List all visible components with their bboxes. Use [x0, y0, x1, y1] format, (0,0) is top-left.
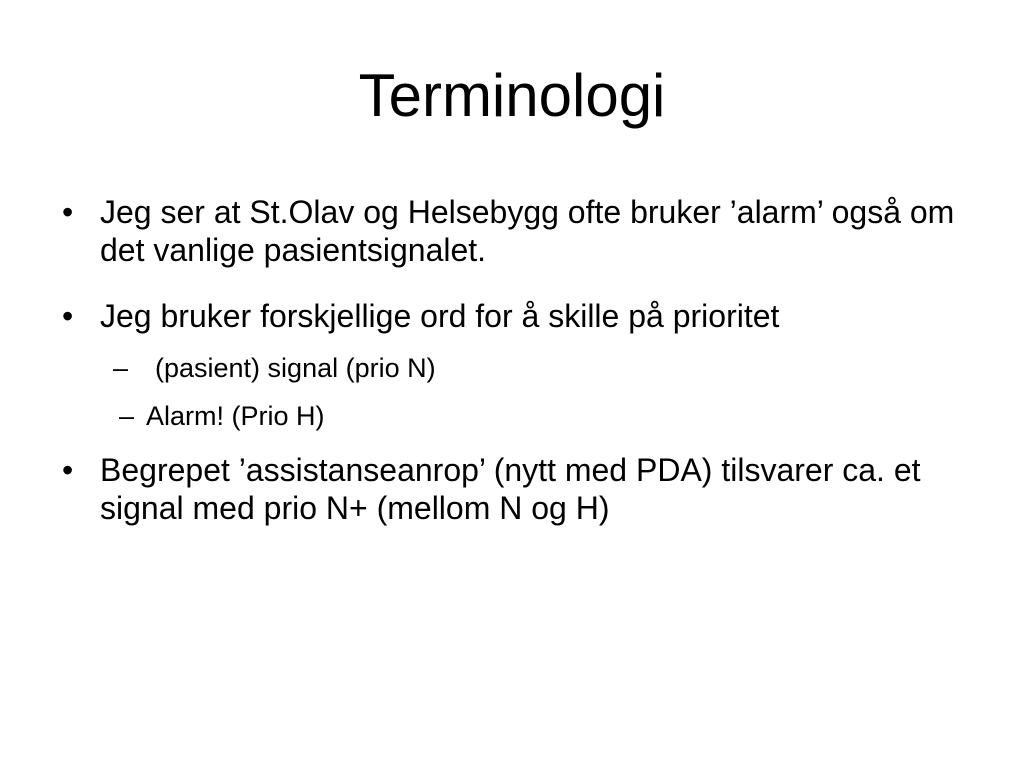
- bullet-item: [62, 451, 980, 527]
- sub-bullet-text: Alarm! (Prio H): [146, 401, 325, 431]
- sub-bullet-item: [119, 400, 946, 432]
- slide-title: Terminologi: [358, 62, 666, 129]
- bullet-marker: •: [62, 298, 74, 334]
- bullet-text: Begrepet ’assistanseanrop’ (nytt med PDA) tilsvarer ca. et signal med prio N+ (mellom N og H): [100, 452, 921, 526]
- bullet-text: Jeg bruker forskjellige ord for å skille på prioritet: [100, 298, 780, 334]
- bullet-marker: •: [62, 194, 74, 230]
- sub-bullet-text: (pasient) signal (prio N): [155, 353, 436, 383]
- sub-bullet-item: [113, 352, 955, 384]
- bullet-item: [62, 193, 980, 269]
- sub-bullet-marker: –: [113, 353, 129, 383]
- bullet-marker: •: [62, 452, 74, 488]
- bullet-item: [62, 297, 980, 335]
- sub-bullet-marker: –: [119, 401, 135, 431]
- bullet-text: Jeg ser at St.Olav og Helsebygg ofte bruker ’alarm’ også om det vanlige pasientsignalet.: [100, 194, 955, 268]
